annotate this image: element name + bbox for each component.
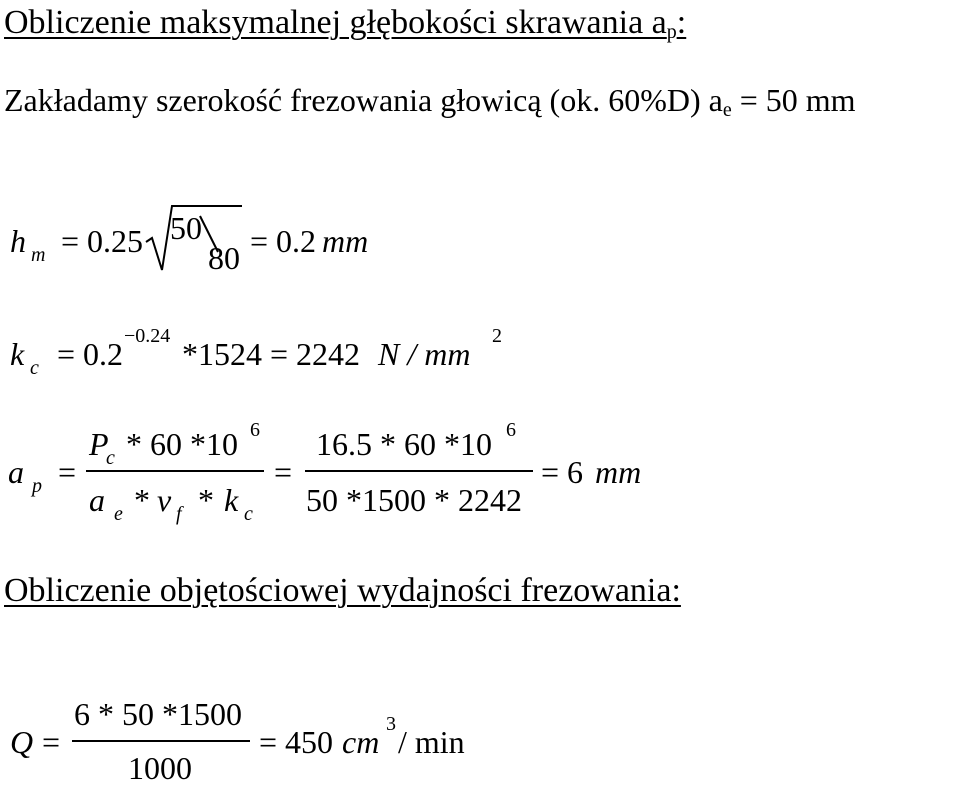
- hm-equals-result: = 0.2: [250, 223, 317, 259]
- Q-numerator: 6 * 50 *1500: [74, 696, 242, 732]
- ap-denominator-2: 50 *1500 * 2242: [306, 482, 522, 518]
- kc-unit: N / mm: [378, 336, 471, 372]
- kc-lhs: k: [10, 336, 25, 372]
- milling-width-assumption: [4, 84, 856, 120]
- ap-denominator-a-subscript: e: [114, 503, 123, 525]
- ap-fraction-bar-2: [305, 470, 533, 472]
- heading-max-cutting-depth: [4, 6, 686, 42]
- ap-lhs: a: [8, 454, 24, 490]
- heading-colon: :: [676, 4, 687, 41]
- ap-numerator-rest: * 60 *10: [126, 426, 238, 462]
- Q-unit: cm: [342, 724, 380, 760]
- ap-denominator-a: a: [89, 482, 105, 518]
- Q-lhs: Q: [10, 724, 34, 760]
- ap-numerator-2-superscript: 6: [506, 419, 516, 441]
- ap-equals-1: =: [58, 454, 77, 490]
- ap-lhs-subscript: p: [32, 475, 42, 497]
- heading-max-cutting-depth-text: Obliczenie maksymalnej głębokości skrawania a: [4, 4, 667, 41]
- ap-denominator-v-subscript: f: [176, 503, 182, 525]
- ap-numerator-P: P: [89, 426, 109, 462]
- ap-denominator-v: v: [157, 482, 172, 518]
- kc-equals-base: = 0.2: [57, 336, 124, 372]
- heading-volumetric-efficiency: [4, 574, 681, 608]
- ap-numerator-2: 16.5 * 60 *10: [316, 426, 492, 462]
- Q-unit-tail: / min: [398, 724, 465, 760]
- ap-unit: mm: [595, 454, 642, 490]
- ap-denominator-star-1: *: [134, 482, 150, 518]
- ap-numerator-superscript: 6: [250, 419, 260, 441]
- Q-equals-1: =: [42, 724, 61, 760]
- milling-width-value: = 50 mm: [731, 82, 856, 118]
- Q-equals-result: = 450: [259, 724, 334, 760]
- hm-unit: mm: [322, 223, 369, 259]
- ap-fraction-bar-1: [86, 470, 264, 472]
- Q-unit-superscript: 3: [386, 713, 396, 735]
- heading-subscript-p: p: [666, 21, 677, 43]
- ap-denominator-star-2: *: [198, 482, 214, 518]
- ap-numerator-P-subscript: c: [106, 447, 115, 469]
- milling-width-subscript-e: e: [722, 99, 732, 121]
- kc-lhs-subscript: c: [30, 357, 39, 379]
- hm-lhs-subscript: m: [31, 244, 46, 266]
- hm-equals-coefficient: = 0.25: [61, 223, 144, 259]
- Q-denominator: 1000: [128, 750, 192, 786]
- kc-unit-superscript: 2: [492, 325, 502, 347]
- hm-fraction-denominator: 80: [208, 240, 240, 276]
- heading-volumetric-efficiency-text: Obliczenie objętościowej wydajności frezowania:: [4, 572, 681, 609]
- ap-denominator-k: k: [224, 482, 239, 518]
- Q-fraction-bar: [72, 740, 250, 742]
- kc-exponent: −0.24: [124, 325, 171, 347]
- ap-equals-2: =: [274, 454, 293, 490]
- hm-lhs: h: [10, 223, 26, 259]
- milling-width-text: Zakładamy szerokość frezowania głowicą (ok. 60%D) a: [4, 82, 723, 118]
- ap-equals-result: = 6: [541, 454, 584, 490]
- hm-fraction-numerator: 50: [170, 210, 202, 246]
- kc-multiplication: *1524 = 2242: [182, 336, 361, 372]
- ap-denominator-k-subscript: c: [244, 503, 253, 525]
